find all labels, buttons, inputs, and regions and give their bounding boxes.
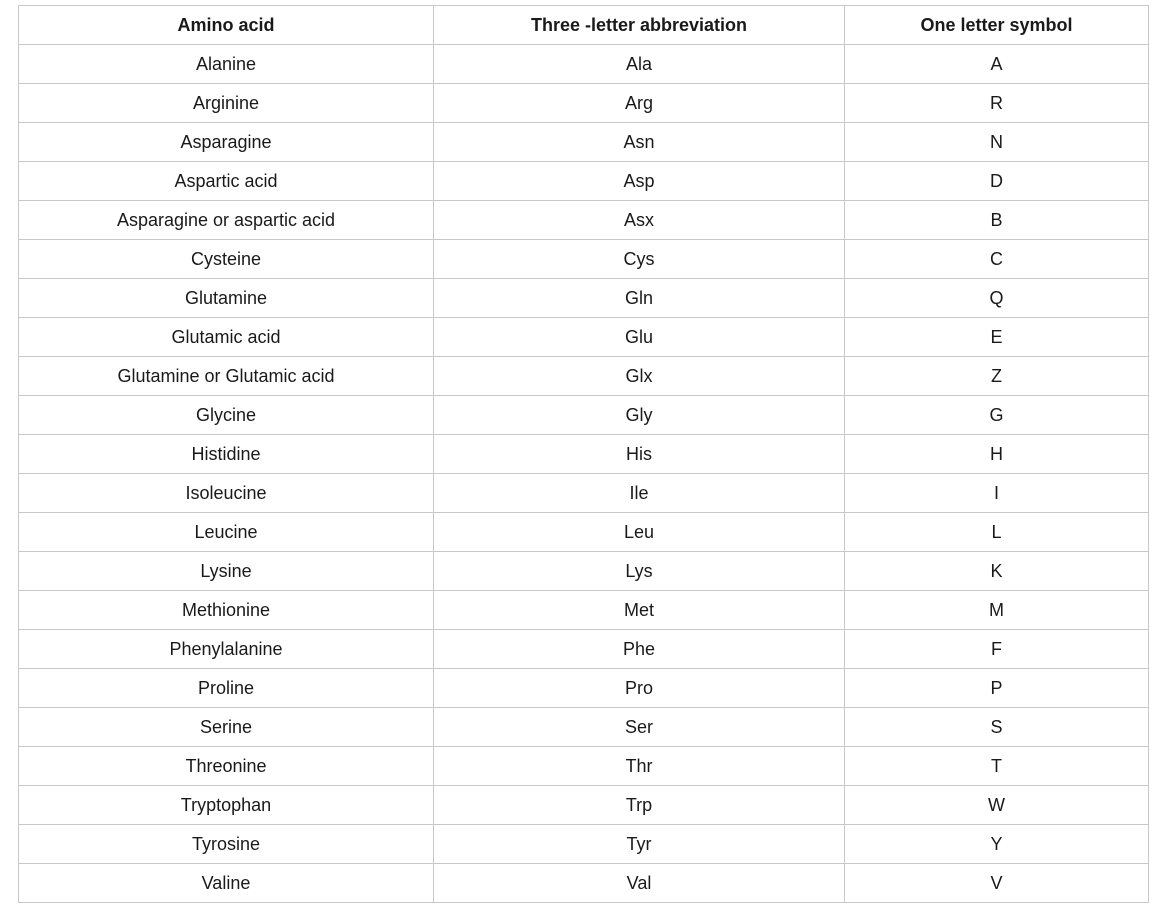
cell-three-letter: Met [434, 591, 845, 630]
cell-three-letter: Ile [434, 474, 845, 513]
table-header [19, 6, 1149, 45]
cell-amino-acid: Tryptophan [19, 786, 434, 825]
table-row [19, 45, 1149, 84]
table-row [19, 669, 1149, 708]
cell-three-letter: Asn [434, 123, 845, 162]
table-row [19, 162, 1149, 201]
table-row [19, 864, 1149, 903]
cell-amino-acid: Cysteine [19, 240, 434, 279]
cell-one-letter: L [845, 513, 1149, 552]
cell-amino-acid: Glycine [19, 396, 434, 435]
cell-amino-acid: Arginine [19, 84, 434, 123]
cell-three-letter: Arg [434, 84, 845, 123]
cell-three-letter: Ala [434, 45, 845, 84]
cell-amino-acid: Aspartic acid [19, 162, 434, 201]
cell-amino-acid: Glutamine [19, 279, 434, 318]
cell-one-letter: C [845, 240, 1149, 279]
cell-amino-acid: Serine [19, 708, 434, 747]
cell-one-letter: S [845, 708, 1149, 747]
cell-three-letter: Glu [434, 318, 845, 357]
table-body [19, 45, 1149, 903]
cell-amino-acid: Glutamic acid [19, 318, 434, 357]
cell-one-letter: V [845, 864, 1149, 903]
table-row [19, 318, 1149, 357]
cell-three-letter: Asx [434, 201, 845, 240]
cell-three-letter: Gly [434, 396, 845, 435]
header-row [19, 6, 1149, 45]
cell-three-letter: Leu [434, 513, 845, 552]
cell-one-letter: Y [845, 825, 1149, 864]
cell-one-letter: P [845, 669, 1149, 708]
header-amino-acid: Amino acid [19, 6, 434, 45]
cell-one-letter: R [845, 84, 1149, 123]
cell-amino-acid: Tyrosine [19, 825, 434, 864]
cell-one-letter: B [845, 201, 1149, 240]
cell-amino-acid: Phenylalanine [19, 630, 434, 669]
cell-three-letter: Phe [434, 630, 845, 669]
cell-three-letter: Glx [434, 357, 845, 396]
cell-amino-acid: Threonine [19, 747, 434, 786]
table-row [19, 825, 1149, 864]
cell-three-letter: His [434, 435, 845, 474]
cell-three-letter: Cys [434, 240, 845, 279]
cell-amino-acid: Proline [19, 669, 434, 708]
cell-amino-acid: Isoleucine [19, 474, 434, 513]
table-row [19, 552, 1149, 591]
cell-amino-acid: Methionine [19, 591, 434, 630]
cell-three-letter: Asp [434, 162, 845, 201]
table-row [19, 240, 1149, 279]
cell-one-letter: A [845, 45, 1149, 84]
cell-amino-acid: Lysine [19, 552, 434, 591]
cell-three-letter: Pro [434, 669, 845, 708]
cell-one-letter: T [845, 747, 1149, 786]
table-row [19, 747, 1149, 786]
cell-three-letter: Lys [434, 552, 845, 591]
table-row [19, 474, 1149, 513]
table-row [19, 591, 1149, 630]
table-row [19, 630, 1149, 669]
cell-three-letter: Val [434, 864, 845, 903]
table-row [19, 84, 1149, 123]
header-three-letter: Three -letter abbreviation [434, 6, 845, 45]
table-row [19, 357, 1149, 396]
cell-three-letter: Gln [434, 279, 845, 318]
cell-one-letter: I [845, 474, 1149, 513]
cell-amino-acid: Valine [19, 864, 434, 903]
cell-one-letter: W [845, 786, 1149, 825]
cell-three-letter: Trp [434, 786, 845, 825]
cell-one-letter: D [845, 162, 1149, 201]
cell-three-letter: Ser [434, 708, 845, 747]
cell-one-letter: F [845, 630, 1149, 669]
table-row [19, 396, 1149, 435]
table-row [19, 279, 1149, 318]
cell-one-letter: G [845, 396, 1149, 435]
cell-one-letter: H [845, 435, 1149, 474]
cell-one-letter: N [845, 123, 1149, 162]
cell-one-letter: K [845, 552, 1149, 591]
cell-one-letter: M [845, 591, 1149, 630]
cell-three-letter: Tyr [434, 825, 845, 864]
cell-one-letter: E [845, 318, 1149, 357]
table-row [19, 123, 1149, 162]
cell-one-letter: Q [845, 279, 1149, 318]
cell-amino-acid: Histidine [19, 435, 434, 474]
amino-acid-table [18, 5, 1149, 903]
cell-amino-acid: Asparagine [19, 123, 434, 162]
table-row [19, 201, 1149, 240]
table-row [19, 708, 1149, 747]
table-row [19, 786, 1149, 825]
cell-one-letter: Z [845, 357, 1149, 396]
cell-amino-acid: Glutamine or Glutamic acid [19, 357, 434, 396]
cell-amino-acid: Leucine [19, 513, 434, 552]
cell-amino-acid: Asparagine or aspartic acid [19, 201, 434, 240]
table-row [19, 435, 1149, 474]
cell-amino-acid: Alanine [19, 45, 434, 84]
cell-three-letter: Thr [434, 747, 845, 786]
header-one-letter: One letter symbol [845, 6, 1149, 45]
table-row [19, 513, 1149, 552]
